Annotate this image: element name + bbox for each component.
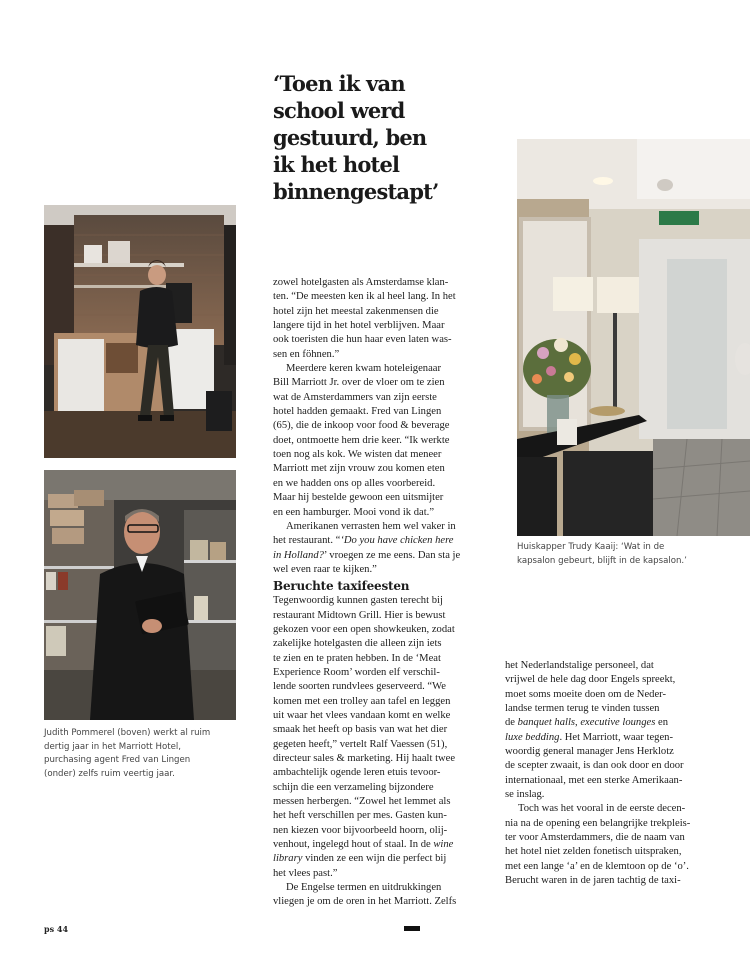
headline-line: ik het hotel bbox=[273, 152, 400, 177]
body-line: ter voor Amsterdammers, die de naam van bbox=[505, 832, 685, 844]
body-line: landse termen terug te vinden tussen bbox=[505, 703, 660, 715]
body-line: doet, ontmoette hem drie keer. “Ik werkte bbox=[273, 434, 450, 446]
photo-man-storeroom bbox=[44, 470, 236, 720]
body-line: schijn die een verzameling bijzondere bbox=[273, 781, 434, 793]
body-line: ambachtelijk ogende leren etuis tevoor- bbox=[273, 767, 441, 779]
article-column-main bbox=[273, 276, 489, 910]
italic-term: library bbox=[273, 853, 303, 865]
caption-line: (onder) zelfs ruim veertig jaar. bbox=[44, 768, 175, 779]
body-line: vrijwel de hele dag door Engels spreekt, bbox=[505, 674, 676, 686]
body-line: zowel hotelgasten als Amsterdamse klan- bbox=[273, 277, 449, 288]
body-line: wat de Amsterdammers van zijn eerste bbox=[273, 391, 437, 403]
pull-quote-headline bbox=[273, 70, 503, 205]
italic-term: executive lounges bbox=[580, 717, 656, 729]
body-line: se inslag. bbox=[505, 789, 545, 801]
body-line-mixed bbox=[273, 549, 489, 563]
body-line: smaak het heeft op basis van wat het dier bbox=[273, 724, 448, 736]
italic-quote: ‘Do you have chicken here bbox=[340, 535, 454, 547]
body-text: . Het Marriott, waar tegen- bbox=[559, 731, 673, 743]
body-line: Tegenwoordig kunnen gasten terecht bij bbox=[273, 595, 443, 607]
body-line-mixed bbox=[273, 838, 489, 852]
body-line: ten. “De meesten ken ik al heel lang. In het bbox=[273, 291, 456, 303]
body-line: (65), die de inkoop voor food & beverage bbox=[273, 420, 450, 432]
body-line: Amerikanen verrasten hem wel vaker in bbox=[286, 520, 456, 532]
body-line: lende soorten rundvlees geserveerd. “We bbox=[273, 681, 446, 693]
italic-term: luxe bedding bbox=[505, 731, 560, 743]
body-line: hotel zijn het meestal zakenmensen die bbox=[273, 305, 439, 317]
body-line: Maar hij bestelde gewoon een uitsmijter bbox=[273, 492, 444, 504]
photo-caption-left bbox=[44, 727, 244, 781]
body-line: Toch was het vooral in de eerste decen- bbox=[518, 803, 686, 815]
headline-line: ‘Toen ik van bbox=[273, 71, 405, 96]
body-text: de bbox=[505, 717, 518, 729]
photo-woman-coffee-bar bbox=[44, 205, 236, 458]
headline-line: binnengestapt’ bbox=[273, 179, 439, 204]
body-line: restaurant Midtown Grill. Hier is bewust bbox=[273, 609, 446, 621]
body-line: internationaal, met een sterke Amerikaan- bbox=[505, 774, 683, 786]
body-line: het heft verschillen per mes. Gasten kun- bbox=[273, 810, 447, 822]
body-line: Meerdere keren kwam hoteleigenaar bbox=[286, 363, 441, 375]
headline-line: gestuurd, ben bbox=[273, 125, 427, 150]
body-text: en bbox=[655, 717, 668, 729]
photo-hotel-salon bbox=[517, 139, 750, 536]
caption-line: Judith Pommerel (boven) werkt al ruim bbox=[44, 728, 211, 738]
body-line: en we hadden ons op alles voorbereid. bbox=[273, 477, 436, 489]
body-line-mixed bbox=[273, 852, 489, 866]
body-line: ook toeristen die hun haar even laten was- bbox=[273, 334, 452, 346]
body-line: directeur sales & marketing. Hij haalt twee bbox=[273, 753, 456, 764]
caption-line: kapsalon gebeurt, blijft in de kapsalon.’ bbox=[517, 555, 687, 566]
body-text: het restaurant. “ bbox=[273, 535, 341, 547]
body-line-mixed bbox=[505, 731, 725, 745]
body-line: uit waar het vlees vandaan komt en welke bbox=[273, 709, 451, 721]
body-line: langere tijd in het hotel verblijven. Maar bbox=[273, 320, 445, 332]
body-line: sen en föhnen.” bbox=[273, 348, 340, 360]
section-subhead: Beruchte taxifeesten bbox=[273, 579, 410, 594]
body-line: Berucht waren in de jaren tachtig de taxi- bbox=[505, 875, 681, 887]
photo-salon-interior bbox=[517, 139, 750, 536]
body-line: hotel hadden gemaakt. Fred van Lingen bbox=[273, 406, 442, 418]
article-column-right bbox=[505, 659, 725, 889]
body-text: ’ vroegen ze me eens. Dan sta je bbox=[323, 549, 461, 561]
photo-fred-van-lingen bbox=[44, 470, 236, 720]
body-line: gekozen voor een open showkeuken, zodat bbox=[273, 623, 455, 635]
body-line: moet soms moeite doen om de Neder- bbox=[505, 688, 667, 700]
body-line: messen herbergen. “Zowel het lemmet als bbox=[273, 796, 451, 808]
body-text: vinden ze een wijn die perfect bij bbox=[302, 853, 447, 865]
photo-caption-right bbox=[517, 541, 737, 568]
body-line: en een hamburger. Mooi vond ik dat.” bbox=[273, 506, 435, 518]
italic-term: banquet halls bbox=[517, 717, 576, 729]
end-mark bbox=[404, 926, 420, 931]
body-line: nen kiezen voor bijvoorbeeld hoorn, olij- bbox=[273, 824, 448, 836]
caption-line: dertig jaar in het Marriott Hotel, bbox=[44, 741, 182, 752]
body-line: Experience Room’ worden elf verschil- bbox=[273, 666, 440, 678]
body-line: het Nederlandstalige personeel, dat bbox=[505, 660, 654, 671]
body-line-mixed bbox=[505, 716, 725, 730]
caption-line: Huiskapper Trudy Kaaij: ‘Wat in de bbox=[517, 542, 665, 552]
body-line: gegeten heeft,” vertelt Ralf Vaessen (51), bbox=[273, 738, 448, 750]
body-line: het hotel niet zelden fonetisch uitspraken, bbox=[505, 846, 682, 858]
body-line: wel even raar te kijken.” bbox=[273, 563, 377, 575]
body-line: nia na de opening een belangrijke trekpleis- bbox=[505, 817, 691, 829]
body-line: zakelijke hotelgasten die alleen zijn iets bbox=[273, 638, 442, 650]
body-text: , bbox=[575, 717, 581, 729]
body-line: toen nog als kok. We wisten dat meneer bbox=[273, 449, 442, 461]
italic-quote: in Holland? bbox=[273, 549, 324, 561]
body-line: Marriott met zijn vrouw zou komen eten bbox=[273, 463, 445, 475]
caption-line: purchasing agent Fred van Lingen bbox=[44, 755, 191, 766]
headline-line: school werd bbox=[273, 98, 405, 123]
body-line: woordig general manager Jens Herklotz bbox=[505, 746, 674, 758]
body-line: Bill Marriott Jr. over de vloer om te zien bbox=[273, 377, 445, 389]
body-line: het vlees past.” bbox=[273, 867, 338, 879]
body-line: te zien en te praten hebben. In de ‘Meat bbox=[273, 652, 441, 664]
page-number: ps 44 bbox=[44, 924, 69, 934]
body-text: venhout, ingelegd hout of staal. In de bbox=[273, 839, 434, 851]
body-line-mixed bbox=[273, 534, 489, 548]
body-line: De Engelse termen en uitdrukkingen bbox=[286, 882, 442, 894]
body-line: de scepter zwaait, is dan ook door en door bbox=[505, 760, 684, 772]
photo-judith-pommerel bbox=[44, 205, 236, 458]
body-line: vliegen je om de oren in het Marriott. Zelfs bbox=[273, 896, 457, 908]
italic-term: wine bbox=[433, 839, 454, 851]
body-line: komen met een trolley aan tafel en leggen bbox=[273, 695, 451, 707]
body-line: met een lange ‘a’ en de klemtoon op de ‘o’. bbox=[505, 860, 689, 872]
